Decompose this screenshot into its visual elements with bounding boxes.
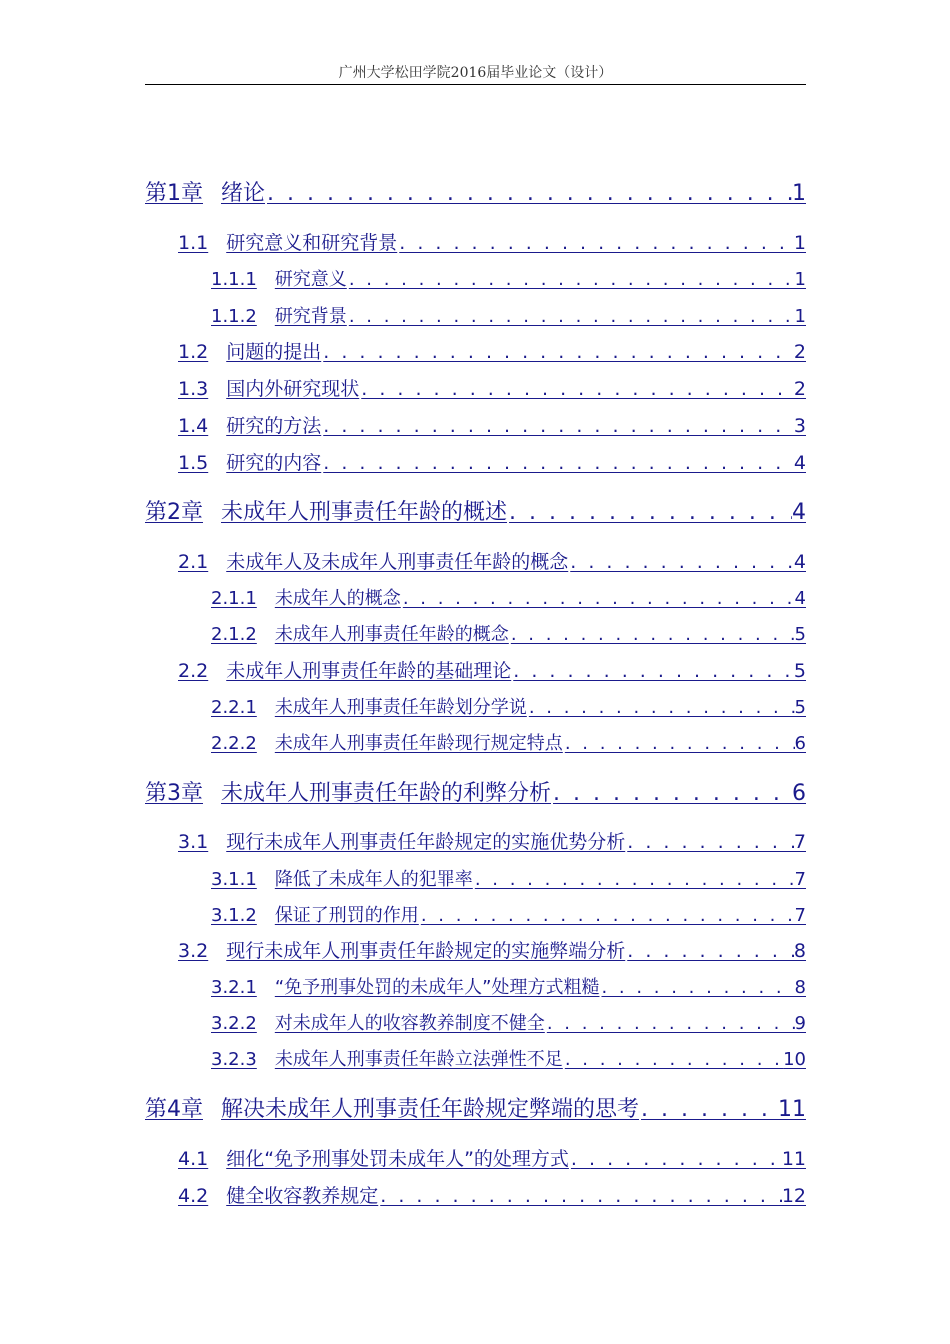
toc-entry-number: 2.2: [178, 660, 209, 682]
toc-entry[interactable]: [211, 584, 806, 608]
toc-entry-number: 1.5: [178, 452, 209, 474]
toc-entry-title: 未成年人刑事责任年龄的概念: [274, 624, 509, 644]
toc-entry[interactable]: [211, 302, 806, 326]
toc-leader-dots: [625, 831, 794, 853]
toc-entry[interactable]: [211, 729, 806, 753]
toc-entry-page: 2: [793, 378, 806, 400]
toc-entry-number: 第2章: [145, 500, 203, 525]
page-header: 广州大学松田学院2016届毕业论文（设计）: [338, 65, 613, 81]
toc-leader-dots: [347, 269, 795, 289]
toc-entry-page: 1: [793, 232, 806, 254]
toc-entry[interactable]: [178, 1181, 806, 1207]
toc-entry-page: 2: [793, 341, 806, 363]
toc-entry-title: 研究意义和研究背景: [226, 232, 398, 254]
toc-entry[interactable]: [178, 374, 806, 400]
toc-entry-number: 3.2.2: [211, 1013, 257, 1033]
toc-entry-number: 3.1: [178, 831, 209, 853]
toc-entry-title: 健全收容教养规定: [226, 1185, 379, 1207]
toc-leader-dots: [563, 733, 795, 753]
toc-leader-dots: [321, 452, 794, 474]
toc-leader-dots: [321, 341, 794, 363]
toc-entry-title: 研究的方法: [226, 415, 322, 437]
toc-entry-title: 解决未成年人刑事责任年龄规定弊端的思考: [221, 1097, 640, 1122]
toc-entry-number: 1.2: [178, 341, 209, 363]
toc-entry-page: 4: [793, 551, 806, 573]
toc-entry-page: 11: [778, 1097, 806, 1122]
toc-entry[interactable]: [178, 448, 806, 474]
toc-entry-number: 4.1: [178, 1148, 209, 1170]
toc-entry-title: 降低了未成年人的犯罪率: [274, 869, 473, 889]
toc-entry-page: 4: [792, 500, 806, 525]
toc-entry-title: 未成年人及未成年人刑事责任年龄的概念: [226, 551, 569, 573]
toc-entry-title: 现行未成年人刑事责任年龄规定的实施优势分析: [226, 831, 626, 853]
toc-entry-title: “免予刑事处罚的未成年人”处理方式粗糙: [274, 977, 600, 997]
toc-entry-number: 3.1.2: [211, 905, 257, 925]
toc-entry-number: 2.1: [178, 551, 209, 573]
toc-leader-dots: [507, 500, 792, 525]
toc-entry-number: 第4章: [145, 1097, 203, 1122]
toc-leader-dots: [321, 415, 794, 437]
toc-entry-page: 5: [794, 624, 806, 644]
toc-entry-page: 1: [794, 269, 806, 289]
toc-entry-page: 4: [793, 452, 806, 474]
toc-entry-page: 12: [781, 1185, 806, 1207]
toc-entry-number: 1.3: [178, 378, 209, 400]
toc-entry-page: 1: [794, 306, 806, 326]
toc-entry-title: 研究背景: [274, 306, 347, 326]
toc-entry-title: 国内外研究现状: [226, 378, 360, 400]
toc-entry[interactable]: [178, 827, 806, 853]
toc-leader-dots: [419, 905, 795, 925]
toc-entry-title: 细化“免予刑事处罚未成年人”的处理方式: [226, 1148, 569, 1170]
toc-entry[interactable]: [211, 901, 806, 925]
toc-entry-page: 10: [783, 1049, 806, 1069]
toc-entry-number: 1.4: [178, 415, 209, 437]
toc-leader-dots: [639, 1097, 778, 1122]
toc-entry-title: 保证了刑罚的作用: [274, 905, 419, 925]
toc-leader-dots: [511, 660, 794, 682]
toc-entry-title: 未成年人的概念: [274, 588, 401, 608]
toc-entry-number: 1.1: [178, 232, 209, 254]
toc-entry[interactable]: [178, 411, 806, 437]
toc-leader-dots: [509, 624, 795, 644]
toc-leader-dots: [378, 1185, 782, 1207]
toc-leader-dots: [599, 977, 794, 997]
toc-entry-page: 7: [794, 905, 806, 925]
toc-leader-dots: [569, 1148, 782, 1170]
toc-leader-dots: [397, 232, 794, 254]
toc-entry-number: 第3章: [145, 781, 203, 806]
toc-leader-dots: [265, 181, 792, 206]
toc-entry[interactable]: [211, 693, 806, 717]
toc-entry[interactable]: [145, 495, 806, 525]
toc-entry-page: 1: [792, 181, 806, 206]
toc-entry-page: 4: [794, 588, 806, 608]
toc-leader-dots: [527, 697, 795, 717]
toc-leader-dots: [625, 940, 794, 962]
toc-entry-title: 未成年人刑事责任年龄的基础理论: [226, 660, 512, 682]
toc-entry-number: 2.2.2: [211, 733, 257, 753]
toc-entry[interactable]: [211, 865, 806, 889]
toc-entry[interactable]: [211, 1009, 806, 1033]
toc-entry[interactable]: [178, 337, 806, 363]
toc-leader-dots: [473, 869, 795, 889]
toc-leader-dots: [551, 781, 792, 806]
toc-entry[interactable]: [211, 620, 806, 644]
toc-entry-title: 未成年人刑事责任年龄的利弊分析: [221, 781, 552, 806]
toc-leader-dots: [401, 588, 795, 608]
toc-entry[interactable]: [145, 1092, 806, 1122]
toc-entry-title: 研究意义: [274, 269, 347, 289]
toc-entry-page: 8: [793, 940, 806, 962]
toc-entry[interactable]: [211, 265, 806, 289]
toc-entry[interactable]: [178, 1144, 806, 1170]
toc-entry-number: 2.1.1: [211, 588, 257, 608]
toc-entry-page: 6: [792, 781, 806, 806]
toc-leader-dots: [563, 1049, 783, 1069]
toc-entry-page: 8: [794, 977, 806, 997]
toc-entry-title: 对未成年人的收容教养制度不健全: [274, 1013, 545, 1033]
toc-entry-number: 3.2.3: [211, 1049, 257, 1069]
toc-leader-dots: [347, 306, 795, 326]
toc-leader-dots: [359, 378, 794, 400]
toc-entry-title: 未成年人刑事责任年龄现行规定特点: [274, 733, 563, 753]
toc-entry-number: 4.2: [178, 1185, 209, 1207]
toc-entry[interactable]: [178, 228, 806, 254]
toc-leader-dots: [568, 551, 794, 573]
toc-entry-title: 未成年人刑事责任年龄划分学说: [274, 697, 527, 717]
toc-entry-page: 7: [794, 869, 806, 889]
toc-entry-title: 未成年人刑事责任年龄立法弹性不足: [274, 1049, 563, 1069]
toc-entry[interactable]: [145, 776, 806, 806]
toc-entry[interactable]: [178, 656, 806, 682]
toc-leader-dots: [545, 1013, 795, 1033]
toc-entry-page: 3: [793, 415, 806, 437]
toc-entry-number: 第1章: [145, 181, 203, 206]
toc-entry-number: 3.2.1: [211, 977, 257, 997]
toc-entry-number: 1.1.1: [211, 269, 257, 289]
toc-entry-number: 3.1.1: [211, 869, 257, 889]
toc-entry-page: 6: [794, 733, 806, 753]
toc-entry-page: 5: [793, 660, 806, 682]
toc-entry-title: 未成年人刑事责任年龄的概述: [221, 500, 508, 525]
toc-entry[interactable]: [211, 973, 806, 997]
toc-entry-number: 2.1.2: [211, 624, 257, 644]
toc-entry[interactable]: [178, 547, 806, 573]
toc-entry[interactable]: [211, 1045, 806, 1069]
toc-entry[interactable]: [145, 176, 806, 206]
toc-entry-page: 5: [794, 697, 806, 717]
toc-entry-page: 7: [793, 831, 806, 853]
toc-entry-title: 问题的提出: [226, 341, 322, 363]
toc-entry-number: 1.1.2: [211, 306, 257, 326]
toc-entry-page: 9: [794, 1013, 806, 1033]
toc-entry-page: 11: [781, 1148, 806, 1170]
toc-entry[interactable]: [178, 936, 806, 962]
toc-entry-title: 研究的内容: [226, 452, 322, 474]
toc-entry-title: 绪论: [221, 181, 266, 206]
toc-entry-number: 2.2.1: [211, 697, 257, 717]
toc-entry-number: 3.2: [178, 940, 209, 962]
toc-entry-title: 现行未成年人刑事责任年龄规定的实施弊端分析: [226, 940, 626, 962]
